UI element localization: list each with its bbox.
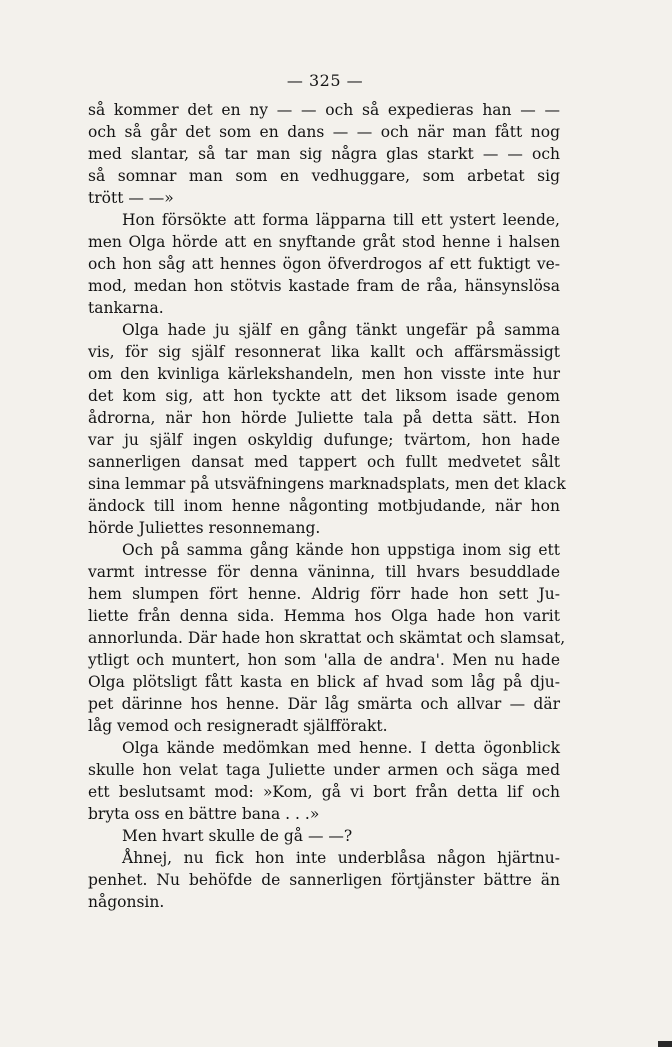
text-line: ett beslutsamt mod: »Kom, gå vi bort från detta lif och — [88, 783, 560, 801]
text-line: sina lemmar på utsväfningens marknadsplats, men det klack — [88, 475, 566, 493]
text-line: och så går det som en dans — — och när man fått nog — [88, 123, 560, 141]
paragraph-start-line: Olga hade ju själf en gång tänkt ungefär på samma — [122, 321, 560, 339]
text-line: penhet. Nu behöfde de sannerligen förtjänster bättre än — [88, 871, 560, 889]
paragraph-start-line: Men hvart skulle de gå — —? — [122, 827, 353, 845]
text-line: men Olga hörde att en snyftande gråt stod henne i halsen — [88, 233, 560, 251]
text-line: annorlunda. Där hade hon skrattat och skämtat och slamsat, — [88, 629, 566, 647]
text-line: med slantar, så tar man sig några glas starkt — — och — [88, 145, 560, 163]
text-line: trött — —» — [88, 189, 174, 207]
text-line: någonsin. — [88, 893, 165, 911]
text-line: skulle hon velat taga Juliette under armen och säga med — [88, 761, 560, 779]
paragraph-start-line: Olga kände medömkan med henne. I detta ögonblick — [122, 739, 560, 757]
page-edge-mark — [658, 1041, 672, 1047]
text-line: ändock till inom henne någonting motbjudande, när hon — [88, 497, 560, 515]
paragraph-start-line: Åhnej, nu fick hon inte underblåsa någon hjärtnu- — [122, 849, 560, 867]
text-line: varmt intresse för denna väninna, till hvars besuddlade — [88, 563, 560, 581]
paragraph-start-line: Hon försökte att forma läpparna till ett ystert leende, — [122, 211, 560, 229]
text-line: vis, för sig själf resonnerat lika kallt och affärsmässigt — [88, 343, 560, 361]
text-line: sannerligen dansat med tappert och fullt medvetet sålt — [88, 453, 560, 471]
paragraph-start-line: Och på samma gång kände hon uppstiga inom sig ett — [122, 541, 560, 559]
text-line: så somnar man som en vedhuggare, som arbetat sig — [88, 167, 560, 185]
text-line: pet därinne hos henne. Där låg smärta och allvar — där — [88, 695, 560, 713]
text-line: låg vemod och resigneradt själfförakt. — [88, 717, 388, 735]
text-line: Olga plötsligt fått kasta en blick af hvad som låg på dju- — [88, 673, 560, 691]
body-text — [88, 99, 566, 913]
text-line: mod, medan hon stötvis kastade fram de råa, hänsynslösa — [88, 277, 560, 295]
text-line: ytligt och muntert, hon som 'alla de andra'. Men nu hade — [88, 651, 560, 669]
text-line: bryta oss en bättre bana . . .» — [88, 805, 320, 823]
text-line: liette från denna sida. Hemma hos Olga hade hon varit — [88, 607, 560, 625]
text-line: det kom sig, att hon tyckte att det liksom isade genom — [88, 387, 560, 405]
text-line: hem slumpen fört henne. Aldrig förr hade hon sett Ju- — [88, 585, 560, 603]
text-line: ådrorna, när hon hörde Juliette tala på detta sätt. Hon — [88, 409, 560, 427]
text-line: var ju själf ingen oskyldig dufunge; tvärtom, hon hade — [88, 431, 560, 449]
text-line: tankarna. — [88, 299, 164, 317]
text-line: och hon såg att hennes ögon öfverdrogos af ett fuktigt ve- — [88, 255, 560, 273]
text-line: hörde Juliettes resonnemang. — [88, 519, 321, 537]
text-line: så kommer det en ny — — och så expedieras han — — — [88, 101, 560, 119]
page-number: — 325 — — [286, 71, 364, 90]
text-line: om den kvinliga kärlekshandeln, men hon visste inte hur — [88, 365, 560, 383]
